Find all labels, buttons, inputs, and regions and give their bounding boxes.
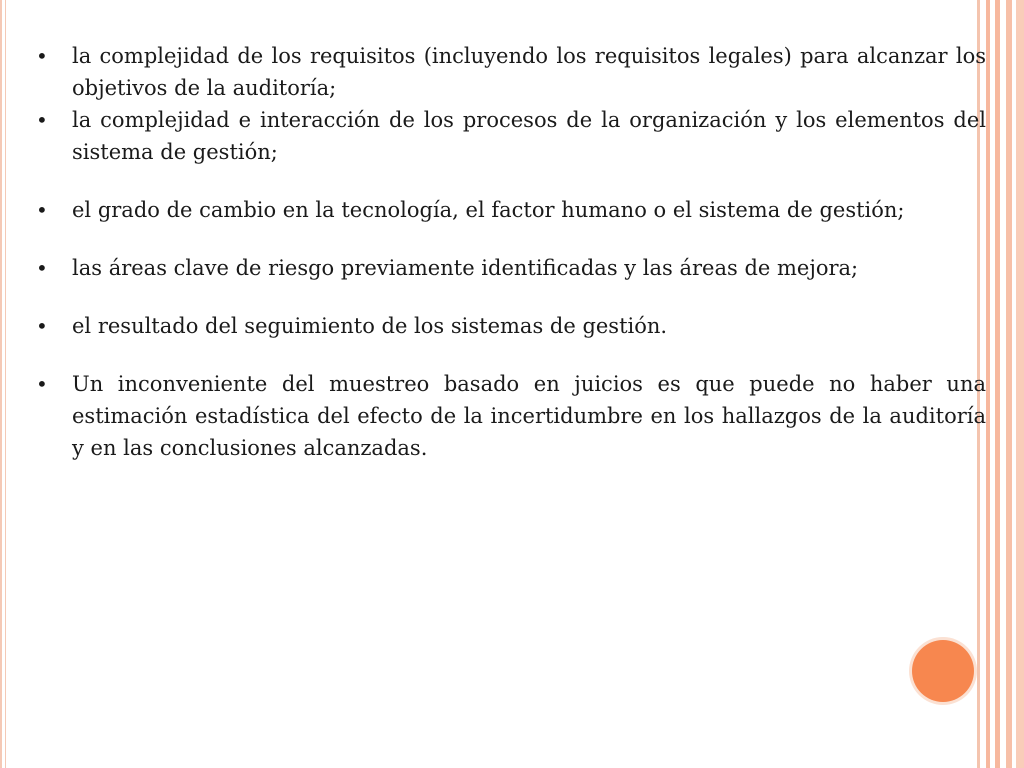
decorative-circle-icon xyxy=(912,640,974,702)
right-border-stripe-2 xyxy=(986,0,990,768)
bullet-item xyxy=(34,252,986,284)
bullet-text: la complejidad e interacción de los procesos de la organización y los elementos del sistema de gestión; xyxy=(72,108,986,164)
bullet-dot-icon: • xyxy=(36,372,48,396)
bullet-list xyxy=(34,40,986,464)
left-border-stripe xyxy=(0,0,2,768)
bullet-dot-icon: • xyxy=(36,256,48,280)
bullet-item xyxy=(34,194,986,226)
bullet-item xyxy=(34,310,986,342)
bullet-text: las áreas clave de riesgo previamente identificadas y las áreas de mejora; xyxy=(72,256,859,280)
bullet-item xyxy=(34,104,986,168)
bullet-text: la complejidad de los requisitos (incluyendo los requisitos legales) para alcanzar los objetivos de la auditoría; xyxy=(72,44,986,100)
bullet-text: Un inconveniente del muestreo basado en juicios es que puede no haber una estimación estadística del efecto de la incertidumbre en los hallazgos de la auditoría y en las conclusiones alcanzadas. xyxy=(72,372,986,460)
bullet-dot-icon: • xyxy=(36,108,48,132)
bullet-item xyxy=(34,368,986,464)
bullet-dot-icon: • xyxy=(36,198,48,222)
right-border-stripe-5 xyxy=(1016,0,1024,768)
slide-content xyxy=(34,40,986,464)
left-border-stripe-thin xyxy=(5,0,6,768)
bullet-text: el grado de cambio en la tecnología, el factor humano o el sistema de gestión; xyxy=(72,198,905,222)
bullet-dot-icon: • xyxy=(36,314,48,338)
right-border-stripe-3 xyxy=(995,0,1000,768)
bullet-text: el resultado del seguimiento de los sistemas de gestión. xyxy=(72,314,668,338)
bullet-dot-icon: • xyxy=(36,44,48,68)
right-border-stripe-4 xyxy=(1006,0,1012,768)
bullet-item xyxy=(34,40,986,104)
